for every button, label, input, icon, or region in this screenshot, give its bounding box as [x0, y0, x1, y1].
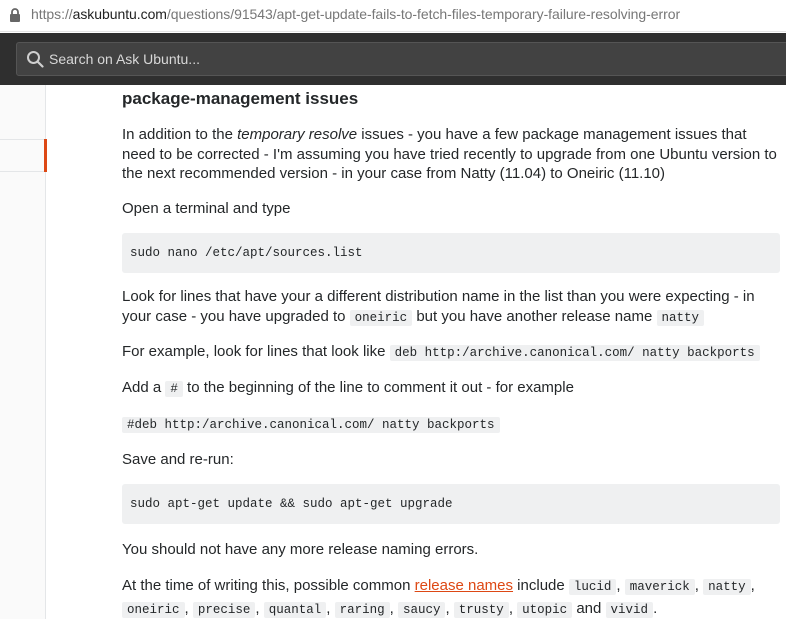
code-block-update: sudo apt-get update && sudo apt-get upgrade: [122, 484, 780, 524]
active-indicator: [44, 139, 47, 172]
paragraph-open-terminal: Open a terminal and type: [122, 199, 291, 217]
inline-code: natty: [657, 310, 705, 326]
left-sidebar: [0, 85, 46, 619]
url-text[interactable]: https://askubuntu.com/questions/91543/apt-get-update-fails-to-fetch-files-temporary-failure-resolving-error: [31, 6, 681, 22]
release-name-code: oneiric: [122, 602, 185, 618]
section-heading: package-management issues: [122, 89, 359, 108]
answer-body: [122, 85, 780, 619]
paragraph-save: Save and re-run:: [122, 450, 234, 468]
release-name-code: trusty: [454, 602, 509, 618]
inline-code: deb http:/archive.canonical.com/ natty backports: [390, 345, 760, 361]
release-name-code: lucid: [569, 579, 617, 595]
paragraph-look-for: Look for lines that have your a different distribution name in the list than you were expecting - in your case - you have upgraded to oneiric but you have another release name natty: [122, 288, 755, 325]
paragraph-release-names: At the time of writing this, possible common release names include lucid , maverick , natty , oneiric , precise , quantal , raring , saucy , trusty , utopic and vivid .: [122, 576, 755, 617]
inline-code: oneiric: [350, 310, 413, 326]
release-name-code: vivid: [606, 602, 654, 618]
release-name-code: raring: [335, 602, 390, 618]
paragraph-add-hash: Add a # to the beginning of the line to comment it out - for example: [122, 378, 574, 396]
sidebar-active-item[interactable]: [0, 139, 46, 172]
paragraph-no-errors: You should not have any more release naming errors.: [122, 541, 479, 558]
lock-icon: [9, 8, 21, 23]
browser-address-bar[interactable]: [0, 0, 786, 32]
release-name-code: precise: [193, 602, 256, 618]
paragraph-example: For example, look for lines that look like deb http:/archive.canonical.com/ natty backports: [122, 342, 780, 364]
release-name-code: quantal: [264, 602, 327, 618]
release-name-code: utopic: [517, 602, 572, 618]
search-input[interactable]: [49, 43, 749, 75]
search-box[interactable]: [16, 42, 786, 76]
release-names-link[interactable]: release names: [414, 576, 514, 594]
inline-code: #deb http:/archive.canonical.com/ natty backports: [122, 417, 500, 433]
inline-code: #: [165, 381, 183, 397]
site-topbar: [0, 33, 786, 85]
paragraph-intro: In addition to the temporary resolve issues - you have a few package management issues that need to be corrected - I'm assuming you have tried recently to upgrade from one Ubuntu version to the next recommended version - in your case from Natty (11.04) to Oneiric (11.10): [122, 126, 777, 182]
code-block-sources: sudo nano /etc/apt/sources.list: [122, 233, 780, 273]
url-host: askubuntu.com: [72, 6, 167, 22]
release-name-code: saucy: [398, 602, 446, 618]
search-icon: [26, 50, 44, 68]
paragraph-commented-line: [122, 414, 780, 436]
release-name-code: maverick: [625, 579, 695, 595]
release-name-code: natty: [703, 579, 751, 595]
